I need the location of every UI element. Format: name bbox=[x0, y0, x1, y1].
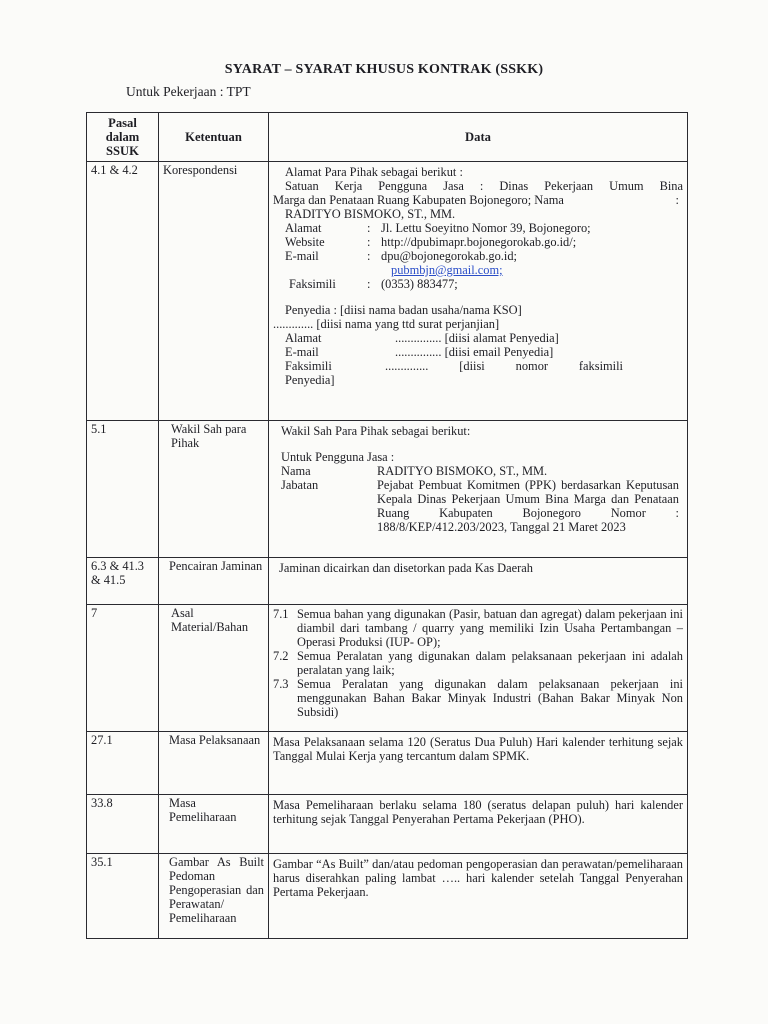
ketentuan-cell: Korespondensi bbox=[159, 162, 269, 421]
list-item: 7.2 Semua Peralatan yang digunakan dalam pelaksanaan pekerjaan ini adalah peralatan yang laik; bbox=[273, 649, 683, 677]
alamat-value: Jl. Lettu Soeyitno Nomor 39, Bojonegoro; bbox=[381, 221, 591, 235]
ketentuan-cell: Pencairan Jaminan bbox=[159, 558, 269, 605]
penyedia-email-value: ............... [diisi email Penyedia] bbox=[395, 345, 554, 359]
penyedia-email-label: E-mail bbox=[285, 345, 319, 359]
data-cell: Alamat Para Pihak sebagai berikut : Satuan Kerja Pengguna Jasa : Dinas Pekerjaan Umum Bina Marga dan Penataan Ruang Kabupaten Bojonegoro; Nama : RADITYO BISMOKO, ST., MM. Alamat : Jl. Lettu Soeyitno Nomor 39, Bojonegoro; Website : http://dpubimapr.bojonegorokab.go.id/; E-mail : dpu@bojonegorokab.go.id; pubmbjn@gmail.com; Faksimili : (0353) 883477; Penyedia : [diisi nama badan usaha/nama KSO] ............. [diisi nama yang ttd surat perjanjian] Alamat ............... [diisi alamat Penyedia] E-mail ............... [diisi email Penyedia] Faksimili .............. [diisi nomor faksimili Penyedia] bbox=[269, 162, 688, 421]
pasal-cell: 7 bbox=[87, 605, 159, 732]
website-label: Website bbox=[285, 235, 325, 249]
penyedia-fax-cont: Penyedia] bbox=[285, 373, 335, 387]
data-cell: Gambar “As Built” dan/atau pedoman pengoperasian dan perawatan/pemeliharaan harus diserahkan paling lambat ….. hari kalender setelah Tanggal Penyerahan Pertama Pekerjaan. bbox=[269, 854, 688, 939]
sskk-table bbox=[86, 112, 688, 939]
email-link[interactable]: pubmbjn@gmail.com; bbox=[391, 263, 503, 277]
alamat-label: Alamat bbox=[285, 221, 322, 235]
data-cell bbox=[269, 421, 688, 558]
pasal-cell: 6.3 & 41.3 & 41.5 bbox=[87, 558, 159, 605]
ketentuan-cell: Asal Material/Bahan bbox=[159, 605, 269, 732]
table-header-row bbox=[87, 113, 688, 162]
jabatan-value: Pejabat Pembuat Komitmen (PPK) berdasarkan Keputusan Kepala Dinas Pekerjaan Umum Bina Marga dan Penataan Ruang Kabupaten Bojonegoro Nomor : 188/8/KEP/412.203/2023, Tanggal 21 Maret 2023 bbox=[377, 478, 679, 534]
ketentuan-cell: Wakil Sah para Pihak bbox=[159, 421, 269, 558]
pasal-cell: 5.1 bbox=[87, 421, 159, 558]
nama-value: RADITYO BISMOKO, ST., MM. bbox=[377, 464, 548, 478]
header-pasal: Pasal dalam SSUK bbox=[87, 113, 159, 162]
satker-line: Marga dan Penataan Ruang Kabupaten Bojonegoro; Nama bbox=[273, 193, 564, 207]
ketentuan-cell: Masa Pemeliharaan bbox=[159, 795, 269, 854]
penyedia-fax-label: Faksimili bbox=[285, 359, 332, 373]
table-row bbox=[87, 795, 688, 854]
data-cell bbox=[269, 605, 688, 732]
pasal-cell: 4.1 & 4.2 bbox=[87, 162, 159, 421]
table-row bbox=[87, 421, 688, 558]
email-label: E-mail bbox=[285, 249, 319, 263]
satker-colon: : bbox=[675, 193, 679, 207]
penyedia-line: ............. [diisi nama yang ttd surat perjanjian] bbox=[273, 317, 500, 331]
header-ketentuan: Ketentuan bbox=[159, 113, 269, 162]
satker-name: RADITYO BISMOKO, ST., MM. bbox=[285, 207, 456, 221]
email-value[interactable]: dpu@bojonegorokab.go.id; bbox=[381, 249, 517, 263]
pasal-cell: 27.1 bbox=[87, 732, 159, 795]
wakil-intro: Wakil Sah Para Pihak sebagai berikut: bbox=[281, 424, 471, 438]
ketentuan-cell: Gambar As Built Pedoman Pengoperasian dan Perawatan/ Pemeliharaan bbox=[159, 854, 269, 939]
table-row bbox=[87, 854, 688, 939]
data-cell: Masa Pemeliharaan berlaku selama 180 (seratus delapan puluh) hari kalender terhitung sejak Tanggal Penyerahan Pertama Pekerjaan (PHO). bbox=[269, 795, 688, 854]
table-row bbox=[87, 732, 688, 795]
pengguna-heading: Untuk Pengguna Jasa : bbox=[281, 450, 395, 464]
table-row bbox=[87, 558, 688, 605]
penyedia-alamat-value: ............... [diisi alamat Penyedia] bbox=[395, 331, 559, 345]
nama-label: Nama bbox=[281, 464, 311, 478]
table-row bbox=[87, 605, 688, 732]
data-cell: Masa Pelaksanaan selama 120 (Seratus Dua Puluh) Hari kalender terhitung sejak Tanggal Mulai Kerja yang tercantum dalam SPMK. bbox=[269, 732, 688, 795]
work-subtitle: Untuk Pekerjaan : TPT bbox=[126, 84, 251, 99]
list-item: 7.1 Semua bahan yang digunakan (Pasir, batuan dan agregat) dalam pekerjaan ini diambil dari tambang / quarry yang memiliki Izin Usaha Pertambangan – Operasi Produksi (IUP- OP); bbox=[273, 607, 683, 649]
page-title: SYARAT – SYARAT KHUSUS KONTRAK (SSKK) bbox=[224, 62, 544, 77]
ketentuan-cell: Masa Pelaksanaan bbox=[159, 732, 269, 795]
address-intro: Alamat Para Pihak sebagai berikut : bbox=[285, 165, 463, 179]
penyedia-line: Penyedia : [diisi nama badan usaha/nama KSO] bbox=[285, 303, 522, 317]
website-value[interactable]: http://dpubimapr.bojonegorokab.go.id/; bbox=[381, 235, 577, 249]
data-cell: Jaminan dicairkan dan disetorkan pada Kas Daerah bbox=[269, 558, 688, 605]
pasal-cell: 35.1 bbox=[87, 854, 159, 939]
pasal-cell: 33.8 bbox=[87, 795, 159, 854]
header-data: Data bbox=[269, 113, 688, 162]
penyedia-alamat-label: Alamat bbox=[285, 331, 322, 345]
satker-line: Satuan Kerja Pengguna Jasa : Dinas Pekerjaan Umum Bina bbox=[285, 179, 683, 193]
fax-label: Faksimili bbox=[289, 277, 336, 291]
penyedia-fax-value: .............. [diisi nomor faksimili bbox=[385, 359, 623, 373]
fax-value: (0353) 883477; bbox=[381, 277, 458, 291]
jabatan-label: Jabatan bbox=[281, 478, 319, 492]
table-row bbox=[87, 162, 688, 421]
list-item: 7.3 Semua Peralatan yang digunakan dalam pelaksanaan pekerjaan ini menggunakan Bahan Bakar Minyak Industri (Bahan Bakar Minyak Non Subsidi) bbox=[273, 677, 683, 719]
